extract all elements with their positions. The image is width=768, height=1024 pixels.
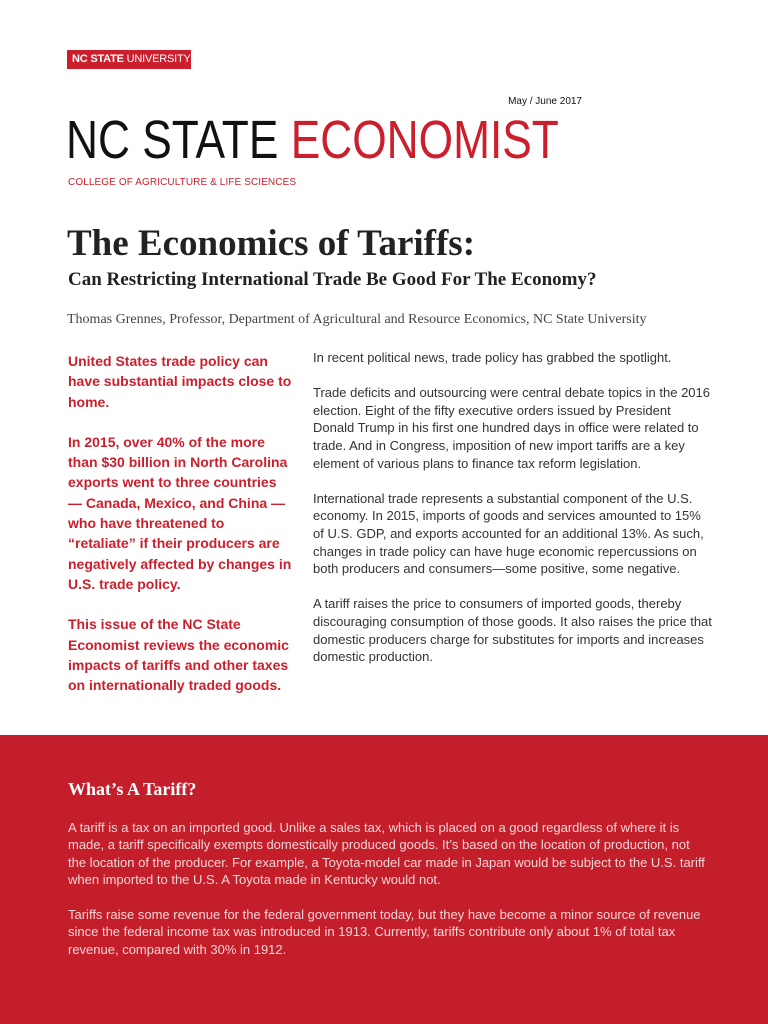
university-logo bbox=[67, 50, 191, 69]
sidebar-paragraph: In 2015, over 40% of the more than $30 billion in North Carolina exports went to three countries — Canada, Mexico, and China — who have threatened to “retaliate” if their producers are negatively affected by changes in U.S. trade policy. bbox=[68, 433, 292, 592]
body-paragraph: Trade deficits and outsourcing were central debate topics in the 2016 election. Eight of the fifty executive orders issued by President Donald Trump in his first one hundred days in office were related to trade. And in Congress, imposition of new import tariffs are a key element of various plans to finance tax reform legislation. bbox=[313, 385, 710, 471]
callout-heading: What’s A Tariff? bbox=[68, 779, 197, 799]
masthead bbox=[66, 106, 559, 174]
callout-body bbox=[68, 819, 708, 976]
article-subtitle: Can Restricting International Trade Be Good For The Economy? bbox=[68, 269, 597, 290]
body-paragraph: A tariff raises the price to consumers of imported goods, thereby discouraging consumption of those goods. It also raises the price that domestic producers charge for substitutes for imports and increases domestic production. bbox=[313, 596, 712, 665]
article-title: The Economics of Tariffs: bbox=[67, 223, 476, 264]
issue-date: May / June 2017 bbox=[508, 96, 582, 107]
article-body bbox=[313, 349, 713, 683]
callout-paragraph: A tariff is a tax on an imported good. Unlike a sales tax, which is placed on a good regardless of where it is made, a tariff specifically exempts domestically produced goods. It’s based on the location of production, not the location of the producer. For example, a Toyota-model car made in Japan would be subject to the U.S. tariff when imported to the U.S. A Toyota made in Kentucky would not. bbox=[68, 820, 705, 888]
article-author: Thomas Grennes, Professor, Department of Agricultural and Resource Economics, NC State University bbox=[67, 312, 647, 327]
body-paragraph: International trade represents a substantial component of the U.S. economy. In 2015, imports of goods and services amounted to 15% of U.S. GDP, and exports accounted for an additional 13%. As such, changes in trade policy can have huge economic repercussions on both producers and consumers—some positive, some negative. bbox=[313, 490, 704, 577]
body-paragraph: In recent political news, trade policy has grabbed the spotlight. bbox=[313, 350, 672, 365]
masthead-nc-state: NC STATE bbox=[66, 110, 291, 170]
masthead-economist: ECONOMIST bbox=[290, 110, 559, 170]
sidebar-paragraph: United States trade policy can have substantial impacts close to home. bbox=[68, 353, 292, 410]
college-name: COLLEGE OF AGRICULTURE & LIFE SCIENCES bbox=[68, 177, 297, 188]
logo-rest-text: UNIVERSITY bbox=[123, 53, 191, 65]
sidebar-paragraph: This issue of the NC State Economist reviews the economic impacts of tariffs and other taxes on internationally traded goods. bbox=[68, 616, 289, 694]
logo-bold-text: NC STATE bbox=[72, 53, 124, 65]
callout-paragraph: Tariffs raise some revenue for the federal government today, but they have become a minor source of revenue since the federal income tax was introduced in 1913. Currently, tariffs contribute only about 1% of total tax revenue, compared with 30% in 1912. bbox=[68, 907, 701, 957]
sidebar-summary bbox=[68, 351, 294, 715]
